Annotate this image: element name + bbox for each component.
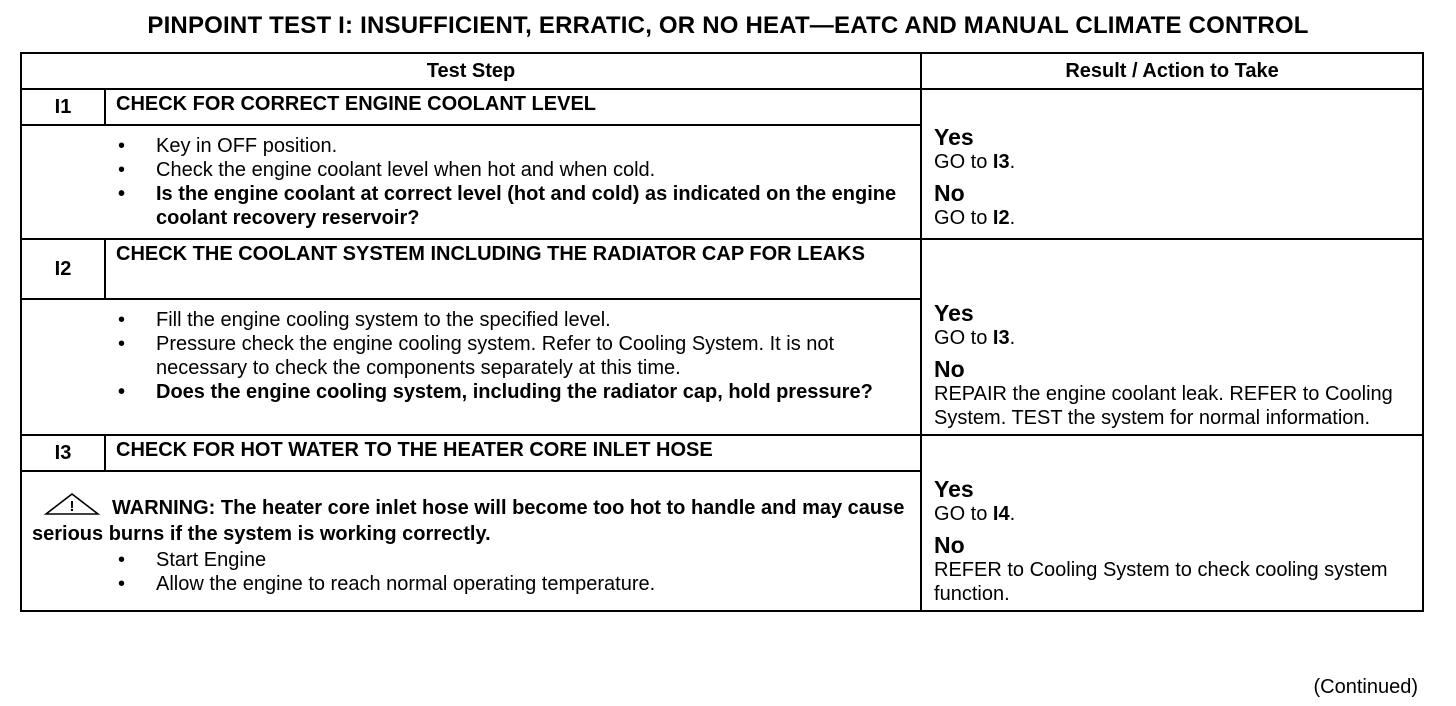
continued-note: (Continued) xyxy=(1313,676,1418,698)
step-bullet: • Key in OFF position. xyxy=(116,134,910,158)
result-yes-prefix: GO to xyxy=(934,151,993,173)
step-title: CHECK FOR CORRECT ENGINE COOLANT LEVEL xyxy=(105,89,921,125)
warning-text-wrap xyxy=(32,492,910,548)
column-header-test-step: Test Step xyxy=(21,53,921,89)
result-yes-target: I3 xyxy=(992,151,1010,173)
step-bullet-list xyxy=(116,308,910,404)
step-result xyxy=(921,89,1423,239)
step-question: • Is the engine coolant at correct level (hot and cold) as indicated on the engine coolant recovery reservoir? xyxy=(116,182,910,230)
step-bullet: • Start Engine xyxy=(116,548,910,572)
result-yes-prefix: GO to xyxy=(934,503,993,525)
result-no-target: I2 xyxy=(992,207,1010,229)
result-yes-action: GO to I3. xyxy=(934,327,1016,349)
step-body xyxy=(21,125,921,239)
step-title-row xyxy=(21,239,1423,299)
step-result xyxy=(921,239,1423,435)
column-header-result-action: Result / Action to Take xyxy=(921,53,1423,89)
step-body xyxy=(21,471,921,611)
svg-text:!: ! xyxy=(69,498,75,515)
step-id: I3 xyxy=(21,435,105,471)
result-yes-prefix: GO to xyxy=(934,327,993,349)
result-no-label: No xyxy=(934,180,965,206)
step-title-row xyxy=(21,435,1423,471)
step-bullet: • Fill the engine cooling system to the specified level. xyxy=(116,308,910,332)
result-no-prefix: GO to xyxy=(934,207,993,229)
step-title: CHECK FOR HOT WATER TO THE HEATER CORE INLET HOSE xyxy=(105,435,921,471)
result-yes-target: I4 xyxy=(992,503,1010,525)
result-no-action: REFER to Cooling System to check cooling system function. xyxy=(934,559,1388,605)
step-title-row xyxy=(21,89,1423,125)
warning-block xyxy=(32,480,910,548)
result-no-action: GO to I2. xyxy=(934,207,1016,229)
result-no-label: No xyxy=(934,532,965,558)
step-question: • Does the engine cooling system, including the radiator cap, hold pressure? xyxy=(116,380,910,404)
result-yes-action: GO to I4. xyxy=(934,503,1016,525)
warning-text: WARNING: The heater core inlet hose will become too hot to handle and may cause serious burns if the system is working correctly. xyxy=(32,497,905,545)
page-title: PINPOINT TEST I: INSUFFICIENT, ERRATIC, OR NO HEAT—EATC AND MANUAL CLIMATE CONTROL xyxy=(147,12,1309,39)
step-bullet-list xyxy=(116,548,910,596)
step-bullet: • Check the engine coolant level when hot and when cold. xyxy=(116,158,910,182)
result-yes-label: Yes xyxy=(934,300,974,326)
result-no-label: No xyxy=(934,356,965,382)
result-yes-label: Yes xyxy=(934,476,974,502)
step-id: I2 xyxy=(21,239,105,299)
step-result xyxy=(921,435,1423,611)
result-no-action: REPAIR the engine coolant leak. REFER to Cooling System. TEST the system for normal information. xyxy=(934,383,1393,429)
step-body xyxy=(21,299,921,435)
result-yes-label: Yes xyxy=(934,124,974,150)
pinpoint-test-table xyxy=(20,52,1424,612)
step-title: CHECK THE COOLANT SYSTEM INCLUDING THE RADIATOR CAP FOR LEAKS xyxy=(105,239,921,299)
result-yes-target: I3 xyxy=(992,327,1010,349)
table-header-row xyxy=(21,53,1423,89)
result-yes-action: GO to I3. xyxy=(934,151,1016,173)
warning-triangle-icon xyxy=(44,492,100,522)
step-bullet: • Allow the engine to reach normal operating temperature. xyxy=(116,572,910,596)
step-bullet-list xyxy=(116,134,910,230)
step-bullet: • Pressure check the engine cooling system. Refer to Cooling System. It is not necessary to check the components separately at this time. xyxy=(116,332,910,380)
step-id: I1 xyxy=(21,89,105,125)
